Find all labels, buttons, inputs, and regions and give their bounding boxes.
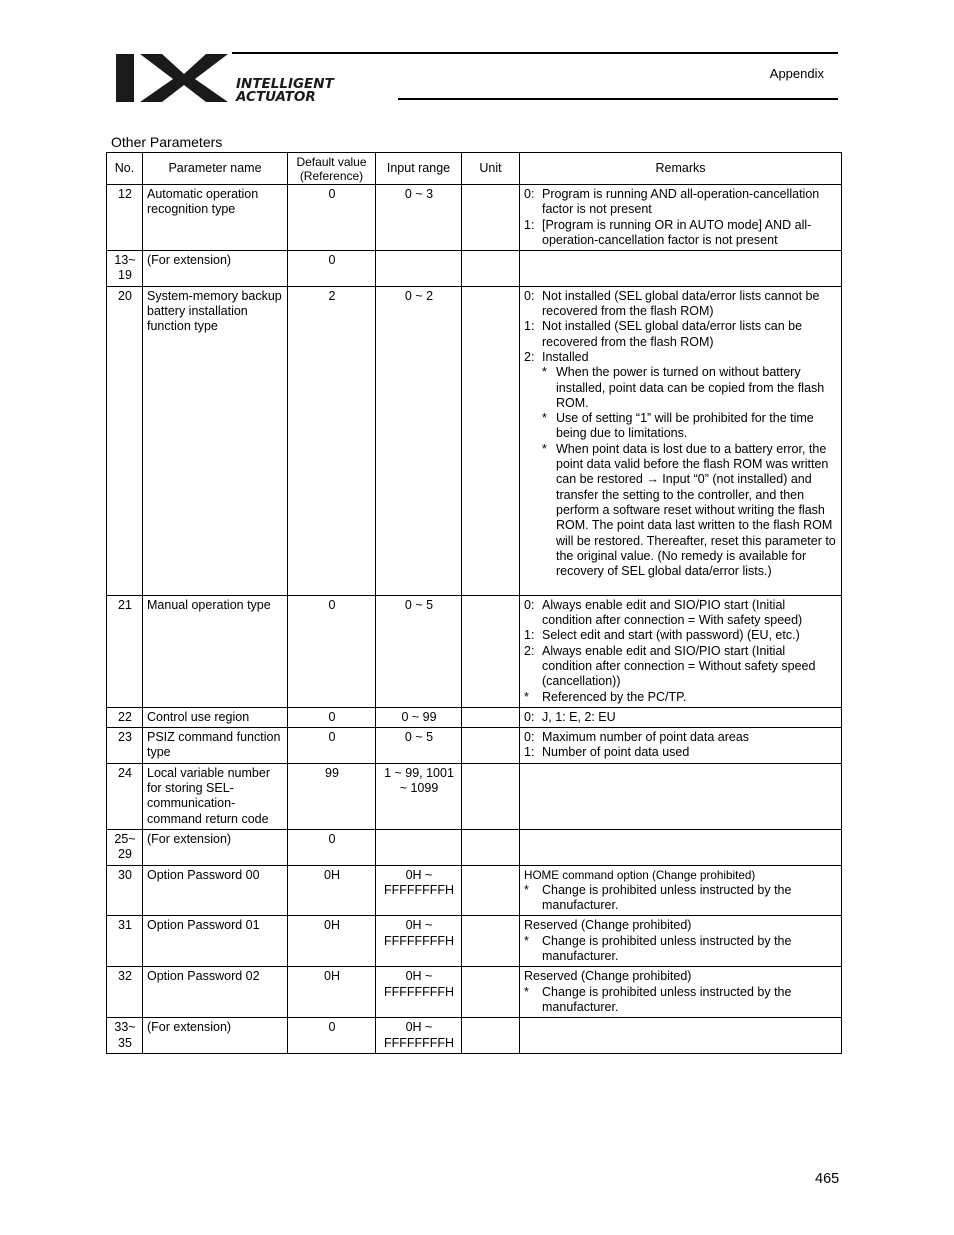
cell-remarks <box>520 728 842 764</box>
remark-key: * <box>542 365 547 380</box>
cell-remarks <box>520 865 842 916</box>
cell-unit <box>462 967 520 1018</box>
col-input-range: Input range <box>376 153 462 185</box>
cell-range: 0H ~ FFFFFFFFH <box>376 916 462 967</box>
remark-key: 0: <box>524 288 535 303</box>
remark-text: Referenced by the PC/TP. <box>542 689 687 704</box>
cell-unit <box>462 1018 520 1054</box>
cell-remarks <box>520 185 842 251</box>
remark-line <box>524 730 838 745</box>
cell-name: Option Password 01 <box>143 916 288 967</box>
remark-key: * <box>542 441 547 456</box>
remark-line <box>524 628 838 643</box>
remark-text: Maximum number of point data areas <box>542 730 750 745</box>
remark-key: 1: <box>524 745 535 760</box>
cell-default: 0H <box>288 865 376 916</box>
cell-default: 0 <box>288 1018 376 1054</box>
remark-text: Change is prohibited unless instructed by the manufacturer. <box>542 984 792 1014</box>
cell-range: 0 ~ 3 <box>376 185 462 251</box>
table-row <box>107 763 842 829</box>
remark-text: [Program is running OR in AUTO mode] AND all-operation-cancellation factor is not present <box>542 217 812 247</box>
remark-key: * <box>524 984 529 999</box>
cell-name: Automatic operation recognition type <box>143 185 288 251</box>
cell-default: 0 <box>288 595 376 707</box>
cell-remarks <box>520 1018 842 1054</box>
remark-line <box>524 644 838 690</box>
logo-line2: ACTUATOR <box>236 89 316 104</box>
cell-range <box>376 251 462 287</box>
remarks-heading: HOME command option (Change prohibited) <box>524 868 756 882</box>
cell-range: 0 ~ 5 <box>376 728 462 764</box>
table-row <box>107 967 842 1018</box>
header-row <box>107 153 842 185</box>
table-row <box>107 251 842 287</box>
remark-line <box>524 598 838 629</box>
cell-range: 1 ~ 99, 1001 ~ 1099 <box>376 763 462 829</box>
remarks-heading: Reserved (Change prohibited) <box>524 969 692 984</box>
cell-unit <box>462 916 520 967</box>
cell-default: 0 <box>288 707 376 727</box>
col-default: Default value (Reference) <box>288 153 376 185</box>
remark-key: * <box>524 933 529 948</box>
cell-name: Option Password 00 <box>143 865 288 916</box>
remark-key: * <box>524 689 529 704</box>
table-row <box>107 185 842 251</box>
remark-line <box>524 411 838 442</box>
table-row <box>107 916 842 967</box>
cell-no: 21 <box>107 595 143 707</box>
cell-remarks <box>520 251 842 287</box>
cell-default: 2 <box>288 286 376 595</box>
cell-name: Option Password 02 <box>143 967 288 1018</box>
cell-no: 23 <box>107 728 143 764</box>
cell-no: 22 <box>107 707 143 727</box>
cell-no: 32 <box>107 967 143 1018</box>
remark-text: Program is running AND all-operation-cancellation factor is not present <box>542 187 820 217</box>
remark-line <box>524 745 838 760</box>
remark-key: 2: <box>524 349 535 364</box>
table-row <box>107 286 842 595</box>
cell-remarks <box>520 967 842 1018</box>
remark-text: Always enable edit and SIO/PIO start (Initial condition after connection = With safety speed) <box>542 597 803 628</box>
remark-key: * <box>542 411 547 426</box>
remark-line <box>524 985 838 1016</box>
cell-unit <box>462 185 520 251</box>
header-rule-top <box>232 52 838 54</box>
cell-unit <box>462 829 520 865</box>
remark-text: Not installed (SEL global data/error lists can be recovered from the flash ROM) <box>542 319 803 349</box>
remark-text: When point data is lost due to a battery error, the point data valid before the flash ROM was written can be restored → Input “0” (not installed) and transfer the setting to the controller, and then perform a software reset without writing the flash ROM. The point data last written to the flash ROM will be restored. Thereafter, reset this parameter to the original value. (No remedy is available for recovery of SEL global data/error lists.) <box>556 441 836 579</box>
cell-remarks <box>520 763 842 829</box>
table-row <box>107 707 842 727</box>
cell-unit <box>462 865 520 916</box>
remark-line <box>524 187 838 218</box>
remark-line <box>524 218 838 249</box>
cell-remarks <box>520 707 842 727</box>
remark-key: 0: <box>524 597 535 612</box>
remark-line <box>524 710 838 725</box>
table-title: Other Parameters <box>111 134 223 150</box>
section-label: Appendix <box>769 66 824 81</box>
remark-line <box>524 350 838 365</box>
cell-no: 13~ 19 <box>107 251 143 287</box>
cell-unit <box>462 595 520 707</box>
cell-range: 0 ~ 5 <box>376 595 462 707</box>
remark-line <box>524 365 838 411</box>
cell-range: 0H ~ FFFFFFFFH <box>376 1018 462 1054</box>
remark-key: 2: <box>524 643 535 658</box>
remark-key: 1: <box>524 628 535 643</box>
parameters-table <box>106 152 842 1054</box>
cell-name: (For extension) <box>143 829 288 865</box>
cell-remarks <box>520 829 842 865</box>
col-remarks: Remarks <box>520 153 842 185</box>
table-row <box>107 865 842 916</box>
remark-line <box>524 934 838 965</box>
table-row <box>107 1018 842 1054</box>
cell-name: (For extension) <box>143 1018 288 1054</box>
header-rule-bottom <box>398 98 838 100</box>
cell-unit <box>462 286 520 595</box>
cell-default: 0H <box>288 967 376 1018</box>
remark-line <box>524 883 838 914</box>
cell-unit <box>462 728 520 764</box>
col-unit: Unit <box>462 153 520 185</box>
remark-key: * <box>524 882 529 897</box>
cell-no: 31 <box>107 916 143 967</box>
cell-remarks <box>520 595 842 707</box>
cell-default: 0 <box>288 251 376 287</box>
cell-no: 12 <box>107 185 143 251</box>
remark-text: Use of setting “1” will be prohibited for the time being due to limitations. <box>556 411 814 441</box>
cell-no: 30 <box>107 865 143 916</box>
cell-remarks <box>520 916 842 967</box>
page-number: 465 <box>815 1171 840 1187</box>
remarks-heading: Reserved (Change prohibited) <box>524 918 692 933</box>
remark-text: Not installed (SEL global data/error lists cannot be recovered from the flash ROM) <box>542 288 820 319</box>
col-parameter-name: Parameter name <box>143 153 288 185</box>
col-no: No. <box>107 153 143 185</box>
remark-text: J, 1: E, 2: EU <box>542 709 616 724</box>
cell-no: 25~ 29 <box>107 829 143 865</box>
cell-name: (For extension) <box>143 251 288 287</box>
remark-key: 0: <box>524 709 535 724</box>
cell-default: 0H <box>288 916 376 967</box>
cell-name: Local variable number for storing SEL-communication-command return code <box>143 763 288 829</box>
remark-text: Always enable edit and SIO/PIO start (Initial condition after connection = Without safety speed (cancellation)) <box>542 643 816 689</box>
remark-text: Change is prohibited unless instructed by the manufacturer. <box>542 933 792 964</box>
remark-line <box>524 289 838 320</box>
cell-name: Control use region <box>143 707 288 727</box>
cell-default: 99 <box>288 763 376 829</box>
cell-remarks <box>520 286 842 595</box>
cell-unit <box>462 251 520 287</box>
cell-range: 0 ~ 2 <box>376 286 462 595</box>
cell-name: PSIZ command function type <box>143 728 288 764</box>
table-row <box>107 829 842 865</box>
remark-text: When the power is turned on without battery installed, point data can be copied from the flash ROM. <box>556 365 825 410</box>
remark-key: 0: <box>524 730 535 745</box>
cell-unit <box>462 707 520 727</box>
remark-text: Number of point data used <box>542 745 690 760</box>
cell-name: System-memory backup battery installation function type <box>143 286 288 595</box>
cell-unit <box>462 763 520 829</box>
remark-line <box>524 690 838 705</box>
remark-key: 1: <box>524 319 535 334</box>
cell-range <box>376 829 462 865</box>
cell-range: 0 ~ 99 <box>376 707 462 727</box>
cell-default: 0 <box>288 185 376 251</box>
cell-no: 24 <box>107 763 143 829</box>
cell-name: Manual operation type <box>143 595 288 707</box>
remark-line <box>524 319 838 350</box>
cell-range: 0H ~ FFFFFFFFH <box>376 967 462 1018</box>
intelligent-actuator-logo <box>114 52 396 104</box>
cell-no: 20 <box>107 286 143 595</box>
cell-default: 0 <box>288 728 376 764</box>
cell-no: 33~ 35 <box>107 1018 143 1054</box>
logo-line1: INTELLIGENT <box>236 76 334 92</box>
remark-text: Select edit and start (with password) (EU, etc.) <box>542 628 800 643</box>
table-row <box>107 728 842 764</box>
table-row <box>107 595 842 707</box>
remark-text: Change is prohibited unless instructed by the manufacturer. <box>542 882 792 913</box>
cell-range: 0H ~ FFFFFFFFH <box>376 865 462 916</box>
remark-key: 1: <box>524 217 535 232</box>
remark-key: 0: <box>524 187 535 201</box>
remark-text: Installed <box>542 349 589 364</box>
remark-line <box>524 442 838 580</box>
cell-default: 0 <box>288 829 376 865</box>
